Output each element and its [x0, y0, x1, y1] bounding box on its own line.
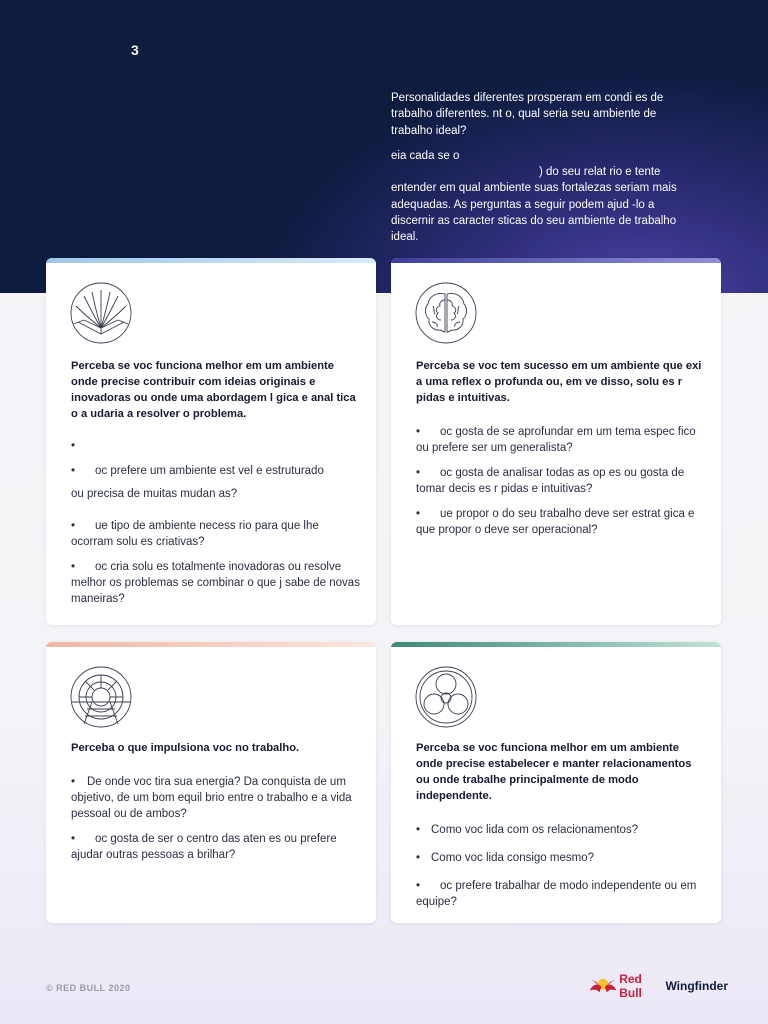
list-item: • Como voc lida com os relacionamentos?	[416, 824, 639, 836]
card-heading: Perceba o que impulsiona voc no trabalho.	[71, 742, 300, 754]
intro-text	[391, 90, 691, 255]
card-heading: Perceba se voc funciona melhor em um ambiente onde precise estabelecer e manter relacionamentos ou onde trabalhe principalmente de modo independente.	[416, 742, 692, 802]
list-item: • ue tipo de ambiente necess rio para que lhe ocorram solu es criativas?	[71, 520, 319, 548]
brand-red-bull: Red Bull	[619, 972, 642, 1000]
copyright: © RED BULL 2020	[46, 983, 131, 993]
list-item: • ue propor o do seu trabalho deve ser estrat gica e que propor o deve ser operacional?	[416, 508, 695, 536]
list-item: • oc gosta de ser o centro das aten es ou prefere ajudar outras pessoas a brilhar?	[71, 833, 337, 861]
intro-paragraph-2-start: eia cada se o	[391, 149, 460, 162]
card-heading: Perceba se voc tem sucesso em um ambiente que exi a uma reflex o profunda ou, em ve disso, solu es r pidas e intuitivas.	[416, 360, 702, 404]
card-relationships	[391, 642, 721, 923]
card-accent-bar	[391, 642, 721, 647]
list-item: • oc cria solu es totalmente inovadoras ou resolve melhor os problemas se combinar o que j sabe de novas maneiras?	[71, 561, 360, 605]
list-item: • oc gosta de analisar todas as op es ou gosta de tomar decis es r pidas e intuitivas?	[416, 467, 685, 495]
intro-paragraph-2-rest: ) do seu relat rio e tente entender em qual ambiente suas fortalezas seriam mais adequadas. As perguntas a seguir podem ajud -lo a discernir as caracter sticas do seu ambiente de trabalho ideal.	[391, 166, 677, 244]
list-item: ou precisa de muitas mudan as?	[71, 488, 238, 500]
card-accent-bar	[391, 258, 721, 263]
list-item: • oc gosta de se aprofundar em um tema espec fico ou prefere ser um generalista?	[416, 426, 696, 454]
brand-wingfinder: Wingfinder	[665, 979, 728, 993]
tunnel-icon	[70, 666, 132, 728]
fan-shell-icon	[70, 282, 132, 344]
card-question-list	[416, 424, 708, 547]
hero-banner	[0, 0, 768, 293]
intro-paragraph-1: Personalidades diferentes prosperam em condi es de trabalho diferentes. nt o, qual seria seu ambiente de trabalho ideal?	[391, 92, 664, 137]
list-item: • Como voc lida consigo mesmo?	[416, 852, 594, 864]
card-heading: Perceba se voc funciona melhor em um ambiente onde precise contribuir com ideias originais e inovadoras ou onde uma abordagem l gica e anal tica o a udaria a resolver o problema.	[71, 360, 356, 420]
list-item: • oc prefere trabalhar de modo independente ou em equipe?	[416, 880, 697, 908]
circles-cluster-icon	[415, 666, 477, 728]
card-accent-bar	[46, 258, 376, 263]
list-item: •	[71, 440, 76, 452]
card-question-list	[71, 438, 363, 616]
card-motivation	[46, 642, 376, 923]
card-question-list	[71, 774, 363, 872]
card-creativity	[46, 258, 376, 625]
card-reflection	[391, 258, 721, 625]
list-item: • oc prefere um ambiente est vel e estruturado	[71, 465, 324, 477]
red-bull-wingfinder-logo	[588, 972, 728, 1000]
intro-paragraph-2	[391, 148, 691, 246]
list-item: • De onde voc tira sua energia? Da conquista de um objetivo, de um bom equil brio entre o trabalho e a vida pessoal ou de ambos?	[71, 776, 352, 820]
page-number: 3	[131, 42, 139, 58]
red-bull-logo-icon	[588, 973, 618, 999]
card-question-list	[416, 822, 708, 919]
card-accent-bar	[46, 642, 376, 647]
brain-icon	[415, 282, 477, 344]
